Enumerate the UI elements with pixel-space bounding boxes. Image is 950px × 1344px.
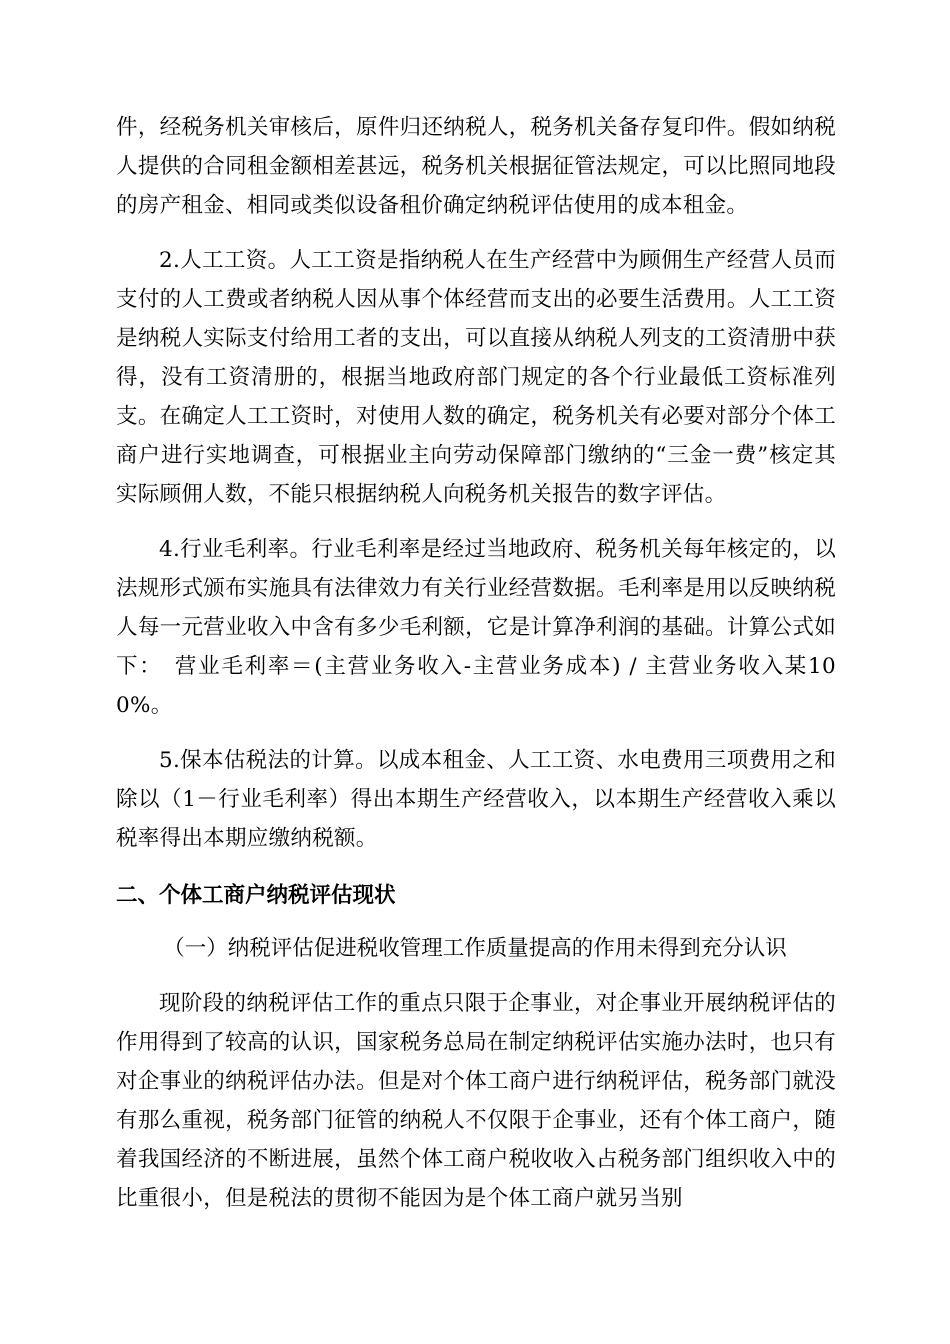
subsection-heading: （一）纳税评估促进税收管理工作质量提高的作用未得到充分认识 bbox=[163, 936, 787, 961]
paragraph-gross-margin: 4.行业毛利率。行业毛利率是经过当地政府、税务机关每年核定的，以法规形式颁布实施具有法律效力有关行业经营数据。毛利率是用以反映纳税人每一元营业收入中含有多少毛利额，它是计算净利润的基础。计算公式如下： 营业毛利率＝(主营业务收入-主营业务成本) / 主营业务收入某100%。 bbox=[116, 537, 836, 718]
paragraph-current-status: 现阶段的纳税评估工作的重点只限于企事业，对企事业开展纳税评估的作用得到了较高的认识，国家税务总局在制定纳税评估实施办法时，也只有对企事业的纳税评估办法。但是对个体工商户进行纳税评估，税务部门就没有那么重视，税务部门征管的纳税人不仅限于企事业，还有个体工商户，随着我国经济的不断进展，虽然个体工商户税收收入占税务部门组织收入中的比重很小，但是税法的贯彻不能因为是个体工商户就另当别 bbox=[116, 991, 836, 1211]
paragraph-cost-rent-continued: 件，经税务机关审核后，原件归还纳税人，税务机关备存复印件。假如纳税人提供的合同租金额相差甚远，税务机关根据征管法规定，可以比照同地段的房产租金、相同或类似设备租价确定纳税评估使用的成本租金。 bbox=[116, 115, 836, 218]
document-page bbox=[116, 108, 836, 1218]
paragraph-labor-wages: 2.人工工资。人工工资是指纳税人在生产经营中为顾佣生产经营人员而支付的人工费或者纳税人因从事个体经营而支出的必要生活费用。人工工资是纳税人实际支付给用工者的支出，可以直接从纳税人列支的工资清册中获得，没有工资清册的，根据当地政府部门规定的各个行业最低工资标准列支。在确定人工工资时，对使用人数的确定，税务机关有必要对部分个体工商户进行实地调查，可根据业主向劳动保障部门缴纳的“三金一费”核定其实际顾佣人数，不能只根据纳税人向税务机关报告的数字评估。 bbox=[116, 248, 836, 507]
section-heading: 二、个体工商户纳税评估现状 bbox=[116, 883, 396, 908]
paragraph-break-even-tax: 5.保本估税法的计算。以成本租金、人工工资、水电费用三项费用之和除以（1－行业毛利率）得出本期生产经营收入，以本期生产经营收入乘以税率得出本期应缴纳税额。 bbox=[116, 748, 836, 851]
